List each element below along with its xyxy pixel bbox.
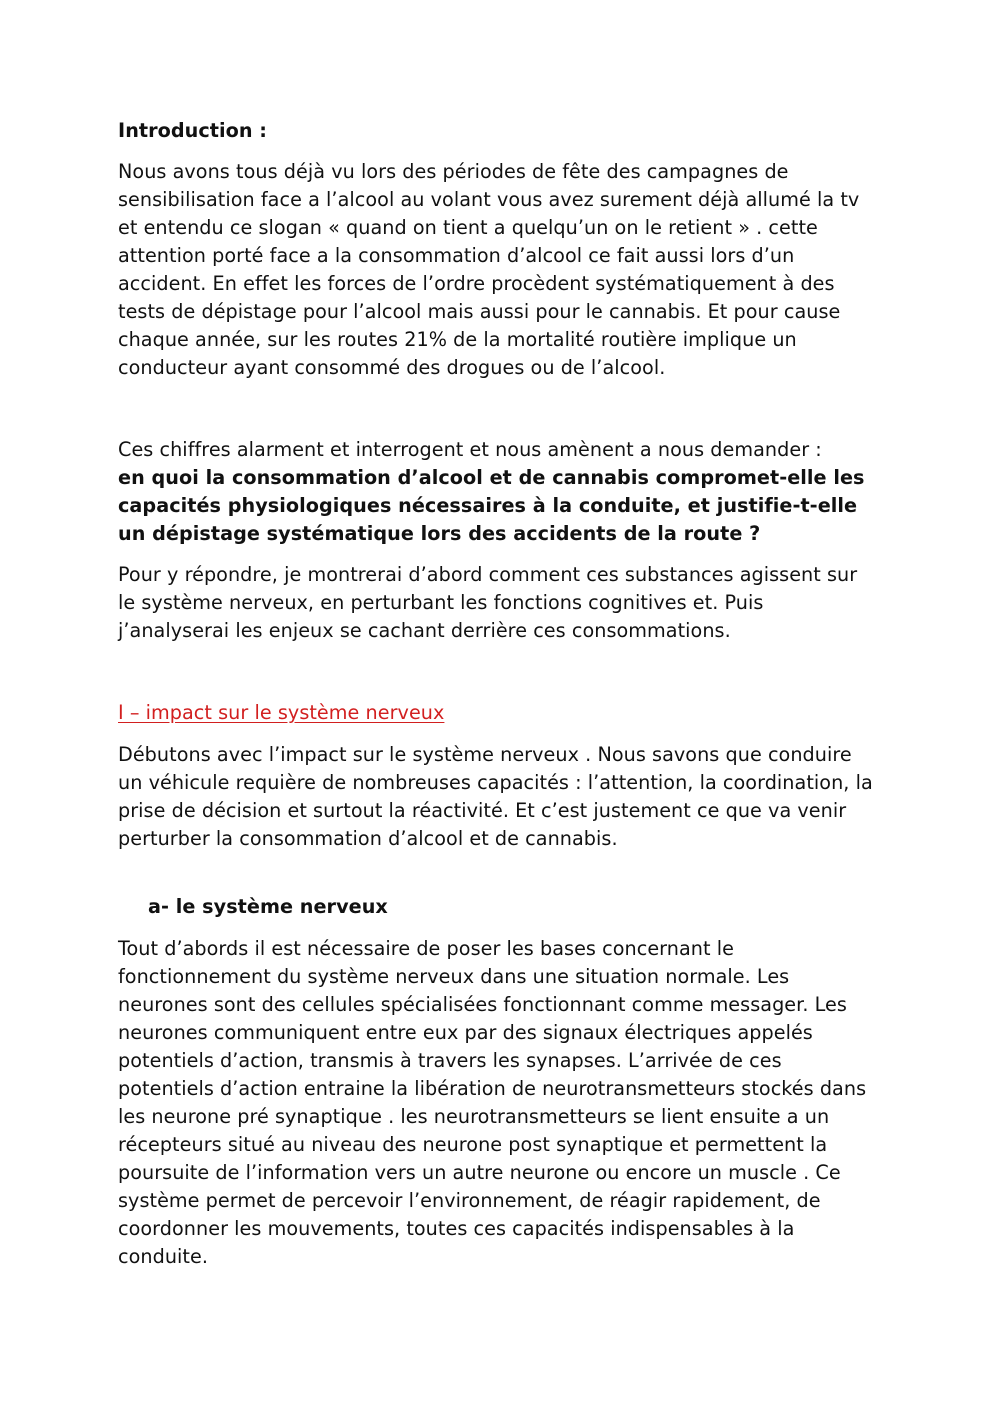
problematique: en quoi la consommation d’alcool et de cannabis compromet-elle les capacités physiologiques nécessaires à la conduite, et justifie-t-elle un dépistage systématique lors des accidents de la route ?	[118, 466, 865, 545]
intro-paragraph-2	[118, 436, 878, 548]
subsection-a-heading: a- le système nerveux	[148, 895, 388, 918]
intro-paragraph-1: Nous avons tous déjà vu lors des périodes de fête des campagnes de sensibilisation face a l’alcool au volant vous avez surement déjà allumé la tv et entendu ce slogan « quand on tient a quelqu’un on le retient » . cette attention porté face a la consommation d’alcool ce fait aussi lors d’un accident. En effet les forces de l’ordre procèdent systématiquement à des tests de dépistage pour l’alcool mais aussi pour le cannabis. Et pour cause chaque année, sur les routes 21% de la mortalité routière implique un conducteur ayant consommé des drogues ou de l’alcool.	[118, 160, 860, 379]
section-1-heading: I – impact sur le système nerveux	[118, 701, 445, 724]
section-1-paragraph: Débutons avec l’impact sur le système nerveux . Nous savons que conduire un véhicule requière de nombreuses capacités : l’attention, la coordination, la prise de décision et surtout la réactivité. Et c’est justement ce que va venir perturber la consommation d’alcool et de cannabis.	[118, 743, 873, 850]
intro-question-lead: Ces chiffres alarment et interrogent et nous amènent a nous demander :	[118, 438, 822, 461]
intro-paragraph-3: Pour y répondre, je montrerai d’abord comment ces substances agissent sur le système nerveux, en perturbant les fonctions cognitives et. Puis j’analyserai les enjeux se cachant derrière ces consommations.	[118, 563, 858, 642]
intro-heading: Introduction :	[118, 119, 268, 142]
subsection-a-paragraph: Tout d’abords il est nécessaire de poser les bases concernant le fonctionnement du système nerveux dans une situation normale. Les neurones sont des cellules spécialisées fonctionnant comme messager. Les neurones communiquent entre eux par des signaux électriques appelés potentiels d’action, transmis à travers les synapses. L’arrivée de ces potentiels d’action entraine la libération de neurotransmetteurs stockés dans les neurone pré synaptique . les neurotransmetteurs se lient ensuite a un récepteurs situé au niveau des neurone post synaptique et permettent la poursuite de l’information vers un autre neurone ou encore un muscle . Ce système permet de percevoir l’environnement, de réagir rapidement, de coordonner les mouvements, toutes ces capacités indispensables à la conduite.	[118, 937, 867, 1268]
